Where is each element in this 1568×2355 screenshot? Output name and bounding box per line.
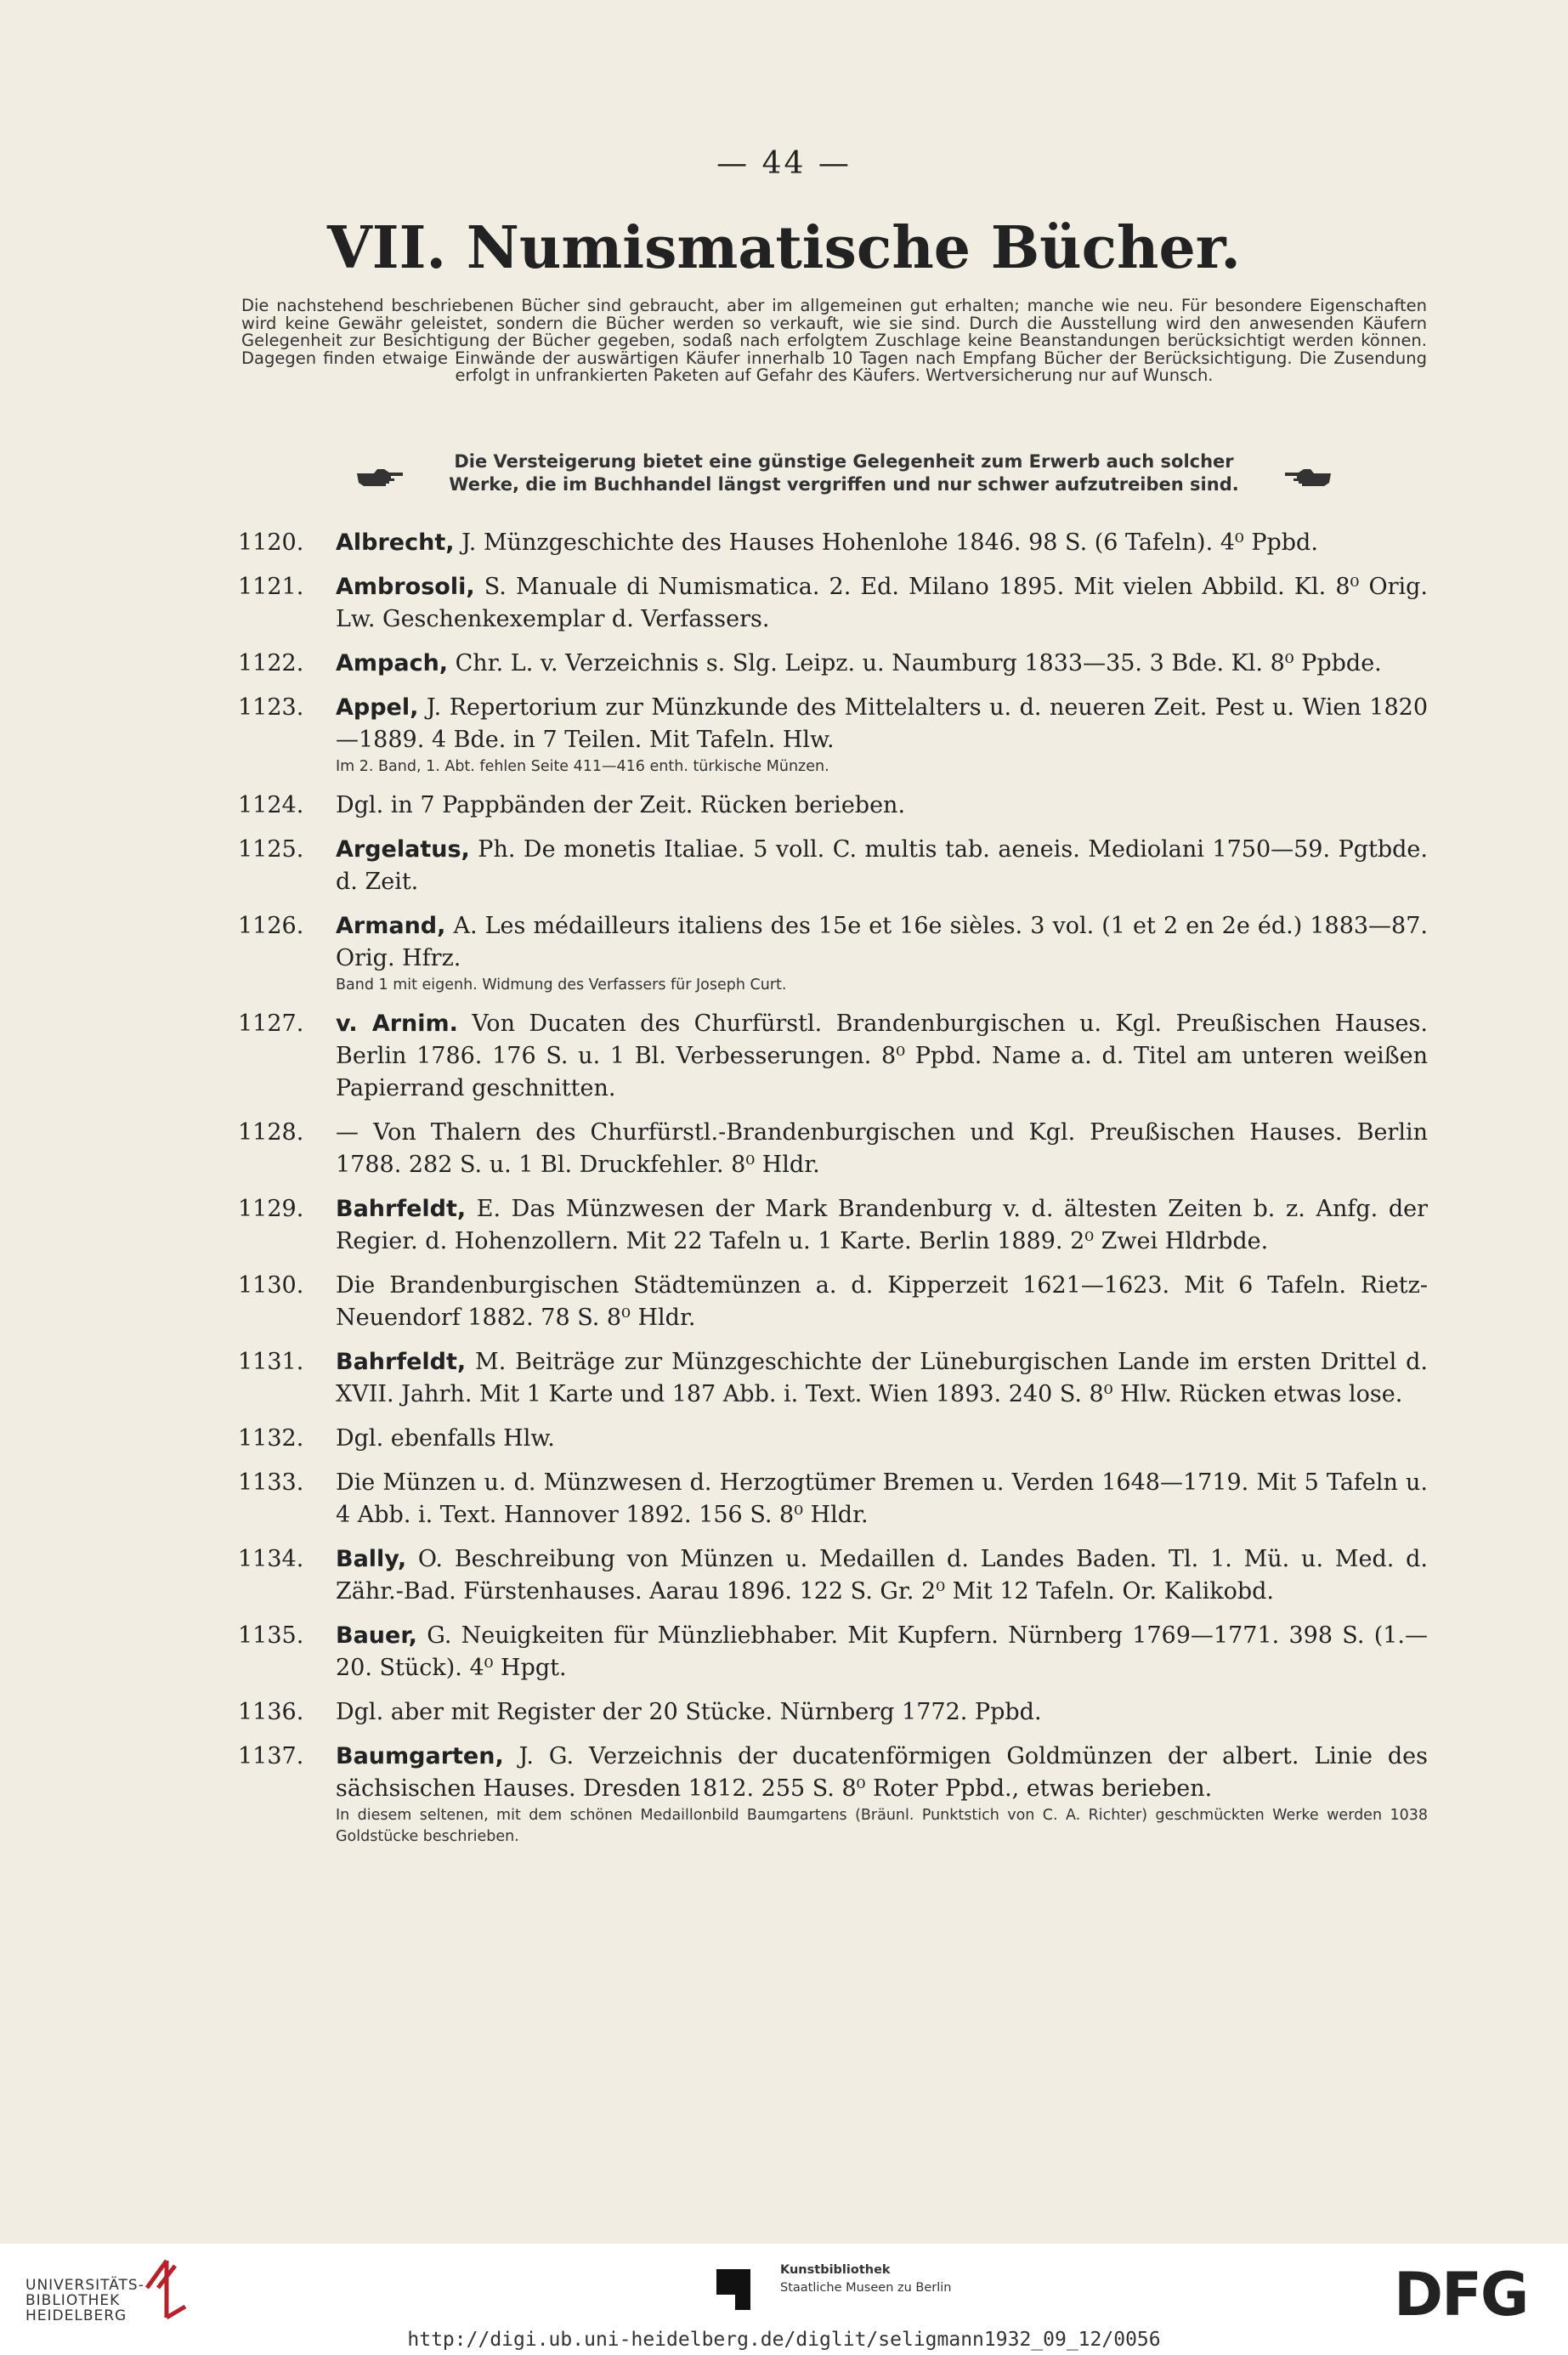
catalog-entry [238, 648, 1428, 680]
source-url[interactable]: http://digi.ub.uni-heidelberg.de/diglit/seligmann1932_09_12/0056 [407, 2329, 1161, 2351]
entry-number: 1132. [238, 1425, 304, 1452]
entry-text: — Von Thalern des Churfürstl.-Brandenburgischen und Kgl. Preußischen Hauses. Berlin 1788. 282 S. u. 1 Bl. Druckfehler. 8⁰ Hldr. [336, 1119, 1428, 1178]
catalog-entry [238, 790, 1428, 822]
entry-body [336, 1696, 1428, 1729]
entry-author: Argelatus, [336, 836, 470, 863]
entry-body [336, 1346, 1428, 1411]
entry-text: Die Brandenburgischen Städtemünzen a. d. Kipperzeit 1621—1623. Mit 6 Tafeln. Rietz-Neuendorf 1882. 78 S. 8⁰ Hldr. [336, 1272, 1428, 1331]
entry-body [336, 1423, 1428, 1455]
entry-note: Band 1 mit eigenh. Widmung des Verfassers für Joseph Curt. [336, 977, 787, 994]
entry-body [336, 790, 1428, 822]
entry-number: 1123. [238, 694, 304, 721]
entry-number: 1121. [238, 574, 304, 600]
catalog-entry [238, 910, 1428, 996]
auction-notice [355, 450, 1333, 503]
entry-number: 1124. [238, 792, 304, 818]
entry-body [336, 571, 1428, 636]
catalog-entry [238, 1741, 1428, 1848]
entry-author: Armand, [336, 913, 446, 939]
catalog-entry [238, 571, 1428, 636]
entry-text: Von Ducaten des Churfürstl. Brandenburgischen u. Kgl. Preußischen Hauses. Berlin 1786. 176 S. u. 1 Bl. Verbesserungen. 8⁰ Ppbd. Name a. d. Titel am unteren weißen Papierrand geschnitten. [336, 1010, 1428, 1101]
catalog-entry [238, 1543, 1428, 1608]
entry-author: Appel, [336, 694, 419, 721]
entry-text: Dgl. aber mit Register der 20 Stücke. Nürnberg 1772. Ppbd. [336, 1699, 1042, 1725]
entry-text: Chr. L. v. Verzeichnis s. Slg. Leipz. u. Naumburg 1833—35. 3 Bde. Kl. 8⁰ Ppbde. [448, 650, 1382, 676]
intro-paragraph: Die nachstehend beschriebenen Bücher sind gebraucht, aber im allgemeinen gut erhalten; manche wie neu. Für besondere Eigenschaften wird keine Gewähr geleistet, sondern die Bücher werden so verkauft, wie sie sind. Durch die Ausstellung wird den anwesenden Käufern Gelegenheit zur Besichtigung der Bücher gegeben, sodaß nach erfolgtem Zuschlage keine Beanstandungen berücksichtigt werden können. Dagegen finden etwaige Einwände der auswärtigen Käufer innerhalb 10 Tagen nach Empfang Bücher der Berücksichtigung. Die Zusendung erfolgt in unfrankierten Paketen auf Gefahr des Käufers. Wertversicherung nur auf Wunsch. [241, 296, 1427, 385]
entry-body [336, 1543, 1428, 1608]
catalog-entry [238, 692, 1428, 778]
entry-note: In diesem seltenen, mit dem schönen Medaillonbild Baumgartens (Bräunl. Punktstich von C. A. Richter) geschmückten Werke werden 1038 Goldstücke beschrieben. [336, 1807, 1428, 1845]
kunstbibliothek-label: Kunstbibliothek Staatliche Museen zu Berlin [780, 2263, 952, 2295]
catalog-entry [238, 1620, 1428, 1684]
entry-text: Dgl. in 7 Pappbänden der Zeit. Rücken berieben. [336, 792, 906, 818]
entry-number: 1131. [238, 1349, 304, 1375]
pointing-hand-icon [1283, 466, 1333, 488]
entry-text: S. Manuale di Numismatica. 2. Ed. Milano 1895. Mit vielen Abbild. Kl. 8⁰ Orig. Lw. Geschenkexemplar d. Verfassers. [336, 574, 1428, 632]
entry-author: v. Arnim. [336, 1010, 458, 1037]
catalog-entry [238, 1696, 1428, 1729]
catalog-entry [238, 527, 1428, 559]
entry-text: J. Münzgeschichte des Hauses Hohenlohe 1846. 98 S. (6 Tafeln). 4⁰ Ppbd. [454, 529, 1318, 556]
entry-body [336, 1467, 1428, 1531]
entry-number: 1136. [238, 1699, 304, 1725]
entry-body [336, 1193, 1428, 1258]
entry-number: 1126. [238, 913, 304, 939]
entry-text: E. Das Münzwesen der Mark Brandenburg v. d. ältesten Zeiten b. z. Anfg. der Regier. d. Hohenzollern. Mit 22 Tafeln u. 1 Karte. Berlin 1889. 2⁰ Zwei Hldrbde. [336, 1196, 1428, 1254]
entry-text: J. Repertorium zur Münzkunde des Mittelalters u. d. neueren Zeit. Pest u. Wien 1820—1889. 4 Bde. in 7 Teilen. Mit Tafeln. Hlw. [336, 694, 1428, 753]
catalog-entry [238, 1008, 1428, 1105]
entry-author: Bauer, [336, 1622, 417, 1649]
entry-number: 1122. [238, 650, 304, 676]
ub-logo-mark-icon [143, 2254, 190, 2322]
entry-author: Ambrosoli, [336, 574, 475, 600]
catalog-entry [238, 1193, 1428, 1258]
entry-author: Bally, [336, 1546, 407, 1572]
catalog-entry [238, 1270, 1428, 1334]
entry-text: Dgl. ebenfalls Hlw. [336, 1425, 555, 1452]
entry-text: O. Beschreibung von Münzen u. Medaillen d. Landes Baden. Tl. 1. Mü. u. Med. d. Zähr.-Bad. Fürstenhauses. Aarau 1896. 122 S. Gr. 2⁰ Mit 12 Tafeln. Or. Kalikobd. [336, 1546, 1428, 1605]
catalog-entry [238, 834, 1428, 898]
entry-number: 1130. [238, 1272, 304, 1299]
entry-body [336, 834, 1428, 898]
entry-body [336, 1008, 1428, 1105]
entry-number: 1128. [238, 1119, 304, 1146]
pointing-hand-icon [355, 466, 405, 488]
entry-number: 1133. [238, 1469, 304, 1496]
entry-number: 1125. [238, 836, 304, 863]
entry-number: 1120. [238, 529, 304, 556]
entry-body [336, 1741, 1428, 1805]
entry-text: J. G. Verzeichnis der ducatenförmigen Goldmünzen der albert. Linie des sächsischen Hauses. Dresden 1812. 255 S. 8⁰ Roter Ppbd., etwas berieben. [336, 1743, 1428, 1802]
entry-number: 1134. [238, 1546, 304, 1572]
entry-text: Die Münzen u. d. Münzwesen d. Herzogtümer Bremen u. Verden 1648—1719. Mit 5 Tafeln u. 4 Abb. i. Text. Hannover 1892. 156 S. 8⁰ Hldr. [336, 1469, 1428, 1528]
catalog-entry [238, 1117, 1428, 1181]
catalog-entry [238, 1467, 1428, 1531]
entry-text: A. Les médailleurs italiens des 15e et 16e sièles. 3 vol. (1 et 2 en 2e éd.) 1883—87. Orig. Hfrz. [336, 913, 1428, 971]
entry-number: 1135. [238, 1622, 304, 1649]
entry-author: Baumgarten, [336, 1743, 504, 1769]
entry-text: Ph. De monetis Italiae. 5 voll. C. multis tab. aeneis. Mediolani 1750—59. Pgtbde. d. Zeit. [336, 836, 1428, 895]
notice-line: Werke, die im Buchhandel längst vergriffen und nur schwer aufzutreiben sind. [449, 474, 1239, 495]
kunstbibliothek-logo-icon [716, 2269, 750, 2310]
entry-author: Bahrfeldt, [336, 1196, 467, 1222]
entry-body [336, 527, 1428, 559]
entry-body [336, 692, 1428, 756]
entry-text: G. Neuigkeiten für Münzliebhaber. Mit Kupfern. Nürnberg 1769—1771. 398 S. (1.—20. Stück). 4⁰ Hpgt. [336, 1622, 1428, 1681]
catalog-entries [238, 527, 1428, 1860]
entry-body [336, 910, 1428, 975]
entry-body [336, 648, 1428, 680]
page-number: — 44 — [716, 146, 852, 181]
entry-number: 1129. [238, 1196, 304, 1222]
footer-bar [0, 2244, 1568, 2355]
entry-body [336, 1117, 1428, 1181]
catalog-entry [238, 1423, 1428, 1455]
entry-author: Ampach, [336, 650, 449, 676]
entry-body [336, 1270, 1428, 1334]
section-title: VII. Numismatische Bücher. [327, 214, 1241, 282]
dfg-logo: DFG [1394, 2260, 1528, 2330]
catalog-entry [238, 1346, 1428, 1411]
entry-author: Bahrfeldt, [336, 1349, 467, 1375]
entry-body [336, 1620, 1428, 1684]
ub-heidelberg-logo: UNIVERSITÄTS- BIBLIOTHEK HEIDELBERG [25, 2277, 144, 2324]
entry-text: M. Beiträge zur Münzgeschichte der Lüneburgischen Lande im ersten Drittel d. XVII. Jahrh. Mit 1 Karte und 187 Abb. i. Text. Wien 1893. 240 S. 8⁰ Hlw. Rücken etwas lose. [336, 1349, 1428, 1407]
entry-number: 1137. [238, 1743, 304, 1769]
notice-line: Die Versteigerung bietet eine günstige Gelegenheit zum Erwerb auch solcher [454, 451, 1234, 472]
entry-number: 1127. [238, 1010, 304, 1037]
entry-note: Im 2. Band, 1. Abt. fehlen Seite 411—416 enth. türkische Münzen. [336, 758, 829, 775]
entry-author: Albrecht, [336, 529, 455, 556]
